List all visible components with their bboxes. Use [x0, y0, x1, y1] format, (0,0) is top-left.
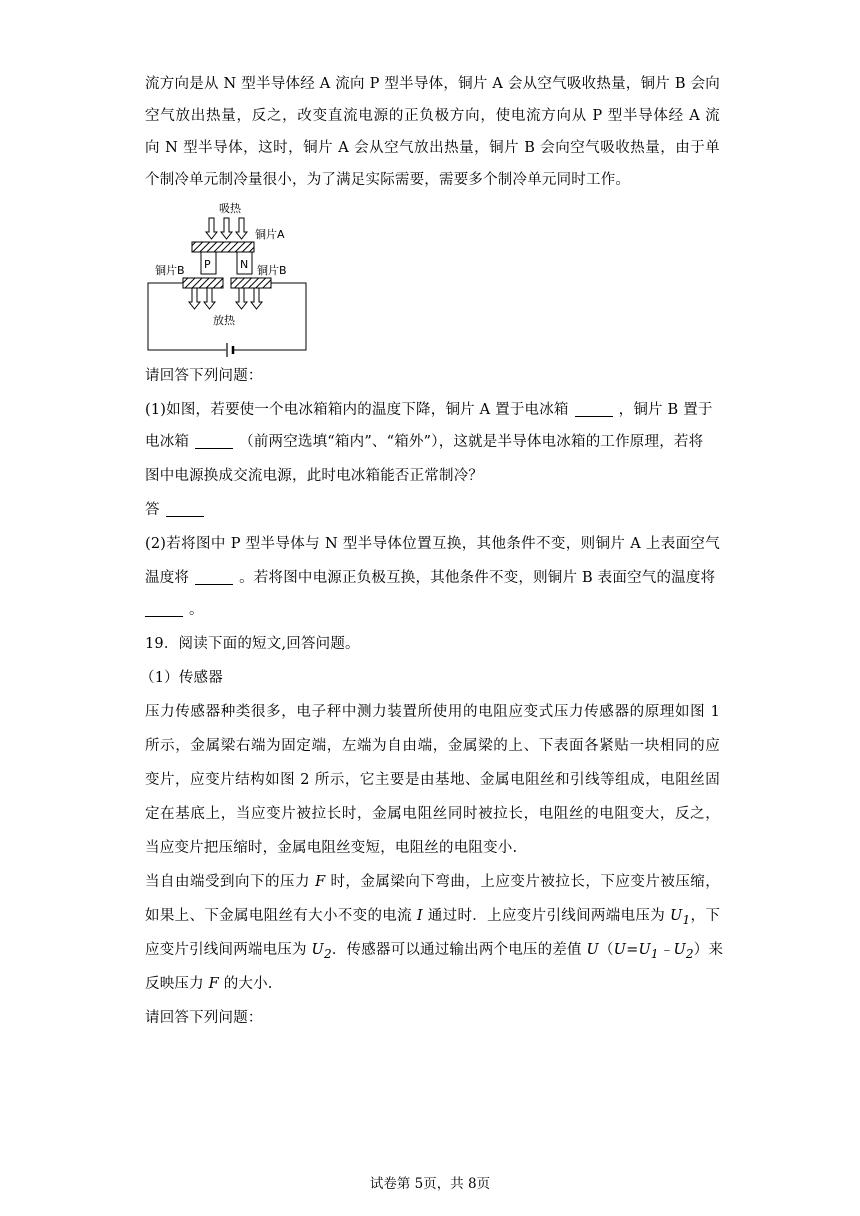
symbol-f: F	[208, 976, 219, 992]
paragraph-line: 当应变片把压缩时，金属电阻丝变短，电阻丝的电阻变小.	[145, 840, 518, 856]
question-2-line-2	[145, 568, 720, 588]
question-text: （前两空选填“箱内”、“箱外”），这就是半导体电冰箱的工作原理，若将	[239, 434, 704, 450]
paragraph-line: 变片，应变片结构如图 2 所示，它主要是由基地、金属电阻丝和引线等组成，电阻丝固	[145, 772, 720, 788]
text-run: （	[598, 942, 614, 958]
paragraph-line	[145, 940, 724, 964]
formula: $U=U_1﹣U_2$	[613, 942, 694, 961]
copper-b-right-label: 铜片B	[257, 264, 287, 277]
answer-blank[interactable]	[575, 402, 613, 417]
text-line: 流方向是从 N 型半导体经 A 流向 P 型半导体，铜片 A 会从空气吸收热量，铜片 B 会向	[145, 76, 720, 92]
text-line: 空气放出热量，反之，改变直流电源的正负极方向，使电流方向从 P 型半导体经 A 流	[145, 108, 720, 124]
question-intro: 请回答下列问题：	[145, 368, 263, 384]
text-run: ）来	[693, 942, 724, 958]
paragraph-line	[145, 872, 720, 892]
question-text: ，铜片 B 置于	[618, 402, 713, 418]
absorb-heat-label: 吸热	[219, 202, 241, 215]
copper-a-label: 铜片A	[255, 228, 285, 241]
closing-prompt: 请回答下列问题：	[145, 1010, 263, 1026]
question-2-line-1: (2)若将图中 P 型半导体与 N 型半导体位置互换，其他条件不变，则铜片 A 上表面空气	[145, 536, 720, 552]
question-1-answer	[145, 500, 720, 520]
symbol-u: U	[586, 942, 599, 958]
text-run: ，下	[690, 908, 721, 924]
paragraph-line	[145, 906, 720, 930]
page-footer: 试卷第 5页，共 8页	[369, 1176, 491, 1192]
copper-b-left-plate	[183, 278, 223, 288]
absorb-arrows	[206, 218, 247, 239]
symbol-u1: $U_1$	[670, 908, 691, 927]
peltier-diagram	[145, 200, 315, 358]
text-run: 应变片引线间两端电压为	[145, 942, 307, 958]
question-text: (1)如图，若要使一个电冰箱箱内的温度下降，铜片 A 置于电冰箱	[145, 402, 569, 418]
paragraph-line: 压力传感器种类很多，电子秤中测力装置所使用的电阻应变式压力传感器的原理如图 1	[145, 704, 720, 720]
answer-blank[interactable]	[145, 602, 183, 617]
section-subtitle: （1）传感器	[140, 670, 223, 686]
paragraph-line	[145, 974, 720, 994]
p-label: P	[204, 258, 211, 271]
answer-blank[interactable]	[195, 434, 233, 449]
question-1-line-3: 图中电源换成交流电源，此时电冰箱能否正常制冷？	[145, 468, 484, 484]
paragraph-line: 定在基底上，当应变片被拉长时，金属电阻丝同时被拉长，电阻丝的电阻变大，反之，	[145, 806, 720, 822]
copper-b-right-plate	[231, 278, 271, 288]
answer-blank[interactable]	[195, 570, 233, 585]
text-run: 如果上、下金属电阻丝有大小不变的电流	[145, 908, 412, 924]
text-run: 反映压力	[145, 976, 204, 992]
n-label: N	[240, 258, 249, 271]
symbol-u2: $U_2$	[311, 942, 332, 961]
copper-b-left-label: 铜片B	[155, 264, 185, 277]
text-line: 个制冷单元制冷量很小，为了满足实际需要，需要多个制冷单元同时工作。	[145, 172, 631, 188]
question-text: 温度将	[145, 570, 190, 586]
question-1-line-1	[145, 400, 720, 420]
release-arrows	[189, 288, 262, 309]
text-run: 当自由端受到向下的压力	[145, 874, 310, 890]
text-run: 时，金属梁向下弯曲，上应变片被拉长，下应变片被压缩，	[330, 874, 721, 890]
paragraph-line: 所示，金属梁右端为固定端，左端为自由端，金属梁的上、下表面各紧贴一块相同的应	[145, 738, 720, 754]
symbol-f: F	[315, 874, 326, 890]
question-19-title: 19．阅读下面的短文,回答问题。	[145, 636, 360, 652]
text-line: 向 N 型半导体，这时，铜片 A 会从空气放出热量，铜片 B 会向空气吸收热量，由于单	[145, 140, 720, 156]
answer-label: 答	[145, 502, 160, 518]
question-2-line-3	[145, 600, 720, 620]
text-run: 的大小.	[223, 976, 273, 992]
question-text: 。	[189, 602, 204, 618]
question-text: 电冰箱	[145, 434, 190, 450]
answer-blank[interactable]	[166, 502, 204, 517]
text-run: ．传感器可以通过输出两个电压的差值	[331, 942, 582, 958]
question-text: 。若将图中电源正负极互换，其他条件不变，则铜片 B 表面空气的温度将	[239, 570, 716, 586]
peltier-diagram-svg	[145, 200, 315, 358]
question-1-line-2	[145, 432, 720, 452]
text-run: 通过时．上应变片引线间两端电压为	[427, 908, 666, 924]
symbol-i: I	[416, 908, 423, 924]
copper-a-plate	[192, 242, 254, 252]
release-heat-label: 放热	[213, 314, 235, 327]
